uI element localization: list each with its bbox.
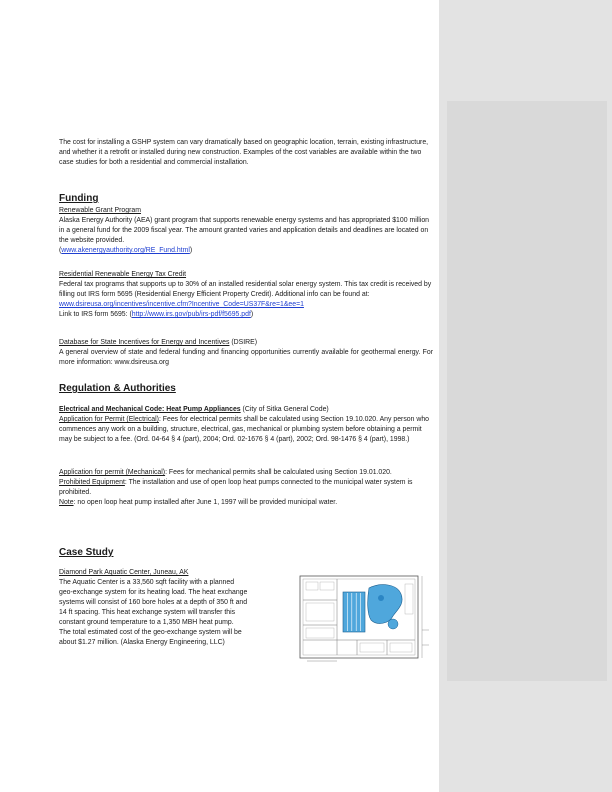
grant-link-open: ( xyxy=(59,247,62,254)
mechanical-permit xyxy=(59,468,433,478)
irs-link-suffix: ) xyxy=(250,311,254,318)
case-study-title: Diamond Park Aquatic Center, Juneau, AK xyxy=(59,569,189,576)
case-line-3: systems will consist of 160 bore holes at a depth of 350 ft and xyxy=(59,599,248,606)
tax-credit-text xyxy=(59,280,433,310)
grant-link-line xyxy=(59,246,433,256)
electrical-permit xyxy=(59,415,433,445)
electrical-label: Application for Permit (Electrical) xyxy=(59,416,159,423)
dsire-block xyxy=(59,338,433,368)
grant-text: Alaska Energy Authority (AEA) grant program that supports renewable energy systems and has appropriated $100 million in a general fund for the 2009 fiscal year. The amount granted varies and application details and deadlines are located on the website provided. xyxy=(59,217,429,244)
grant-title: Renewable Grant Program xyxy=(59,207,141,214)
intro-block xyxy=(59,138,433,168)
comment-box[interactable] xyxy=(447,101,607,681)
mechanical-label: Application for permit (Mechanical) xyxy=(59,469,166,476)
mechanical-text: : Fees for mechanical permits shall be calculated using Section 19.01.020. xyxy=(165,469,392,476)
case-line-4: 14 ft spacing. This heat exchange system will transfer this xyxy=(59,609,236,616)
grant-block xyxy=(59,206,433,256)
case-line-7: about $1.27 million. (Alaska Energy Engineering, LLC) xyxy=(59,639,225,646)
note-label: Note xyxy=(59,499,74,506)
tax-credit-title: Residential Renewable Energy Tax Credit xyxy=(59,271,187,278)
note-text: : no open loop heat pump installed after June 1, 1997 will be provided municipal water. xyxy=(73,499,338,506)
irs-form-link[interactable]: http://www.irs.gov/pub/irs-pdf/f5695.pdf xyxy=(131,311,251,318)
tax-credit-block xyxy=(59,270,433,320)
regulation-heading: Regulation & Authorities xyxy=(59,383,176,394)
tax-credit-body: Federal tax programs that supports up to 30% of an installed residential solar energy system. This tax credit is received by filling out IRS form 5695 (Residential Energy Efficient Property Credit). Additional info can be found at: xyxy=(59,281,432,298)
grant-link-close: ) xyxy=(189,247,193,254)
grant-link[interactable]: www.akenergyauthority.org/RE_Fund.html xyxy=(61,247,190,254)
prohibited-text: : The installation and use of open loop heat pumps connected to the municipal water system is prohibited. xyxy=(59,479,413,496)
regulation-block xyxy=(59,405,433,445)
comment-sidebar xyxy=(439,0,612,792)
note xyxy=(59,498,433,508)
dsire-incentive-link[interactable]: www.dsireusa.org/incentives/incentive.cfm?Incentive_Code=US37F&re=1&ee=1 xyxy=(59,301,304,308)
prohibited-equipment xyxy=(59,478,433,498)
case-line-6: The total estimated cost of the geo-exchange system will be xyxy=(59,629,242,636)
code-suffix: (City of Sitka General Code) xyxy=(240,406,329,413)
funding-heading: Funding xyxy=(59,193,99,204)
irs-link-prefix: Link to IRS form 5695: ( xyxy=(59,311,132,318)
electrical-text: : Fees for electrical permits shall be calculated using Section 19.10.020. Any person who commences any work on a building, structure, electrical, gas, mechanical or plumbing system before obtaining a permit may be subject to a fee. (Ord. 04-64 § 4 (part), 2004; Ord. 02-1676 § 4 (part), 2002; Ord. 98-1476 § 4 (part), 1998.) xyxy=(59,416,429,443)
floor-plan-image xyxy=(297,570,430,665)
code-title: Electrical and Mechanical Code: Heat Pump Appliances xyxy=(59,406,241,413)
dsire-text: A general overview of state and federal funding and financing opportunities currently available for geothermal energy. For more information: www.dsireusa.org xyxy=(59,349,433,366)
case-line-5: constant ground temperature to a 1,350 MBH heat pump. xyxy=(59,619,234,626)
dsire-title-suffix: (DSIRE) xyxy=(229,339,258,346)
case-line-2: geo-exchange system for its heating load. The heat exchange xyxy=(59,589,248,596)
mechanical-block xyxy=(59,468,433,508)
prohibited-label: Prohibited Equipment xyxy=(59,479,125,486)
dsire-title: Database for State Incentives for Energy and Incentives xyxy=(59,339,230,346)
intro-paragraph: The cost for installing a GSHP system can vary dramatically based on geographic location, terrain, existing infrastructure, and whether it a retrofit or installed during new construction. Examples of the cost variables are available within the two case studies for both a residential and commercial installation. xyxy=(59,139,429,166)
case-study-block xyxy=(59,568,294,648)
case-study-heading: Case Study xyxy=(59,547,114,558)
case-line-1: The Aquatic Center is a 33,560 sqft facility with a planned xyxy=(59,579,235,586)
irs-link-line xyxy=(59,310,433,320)
